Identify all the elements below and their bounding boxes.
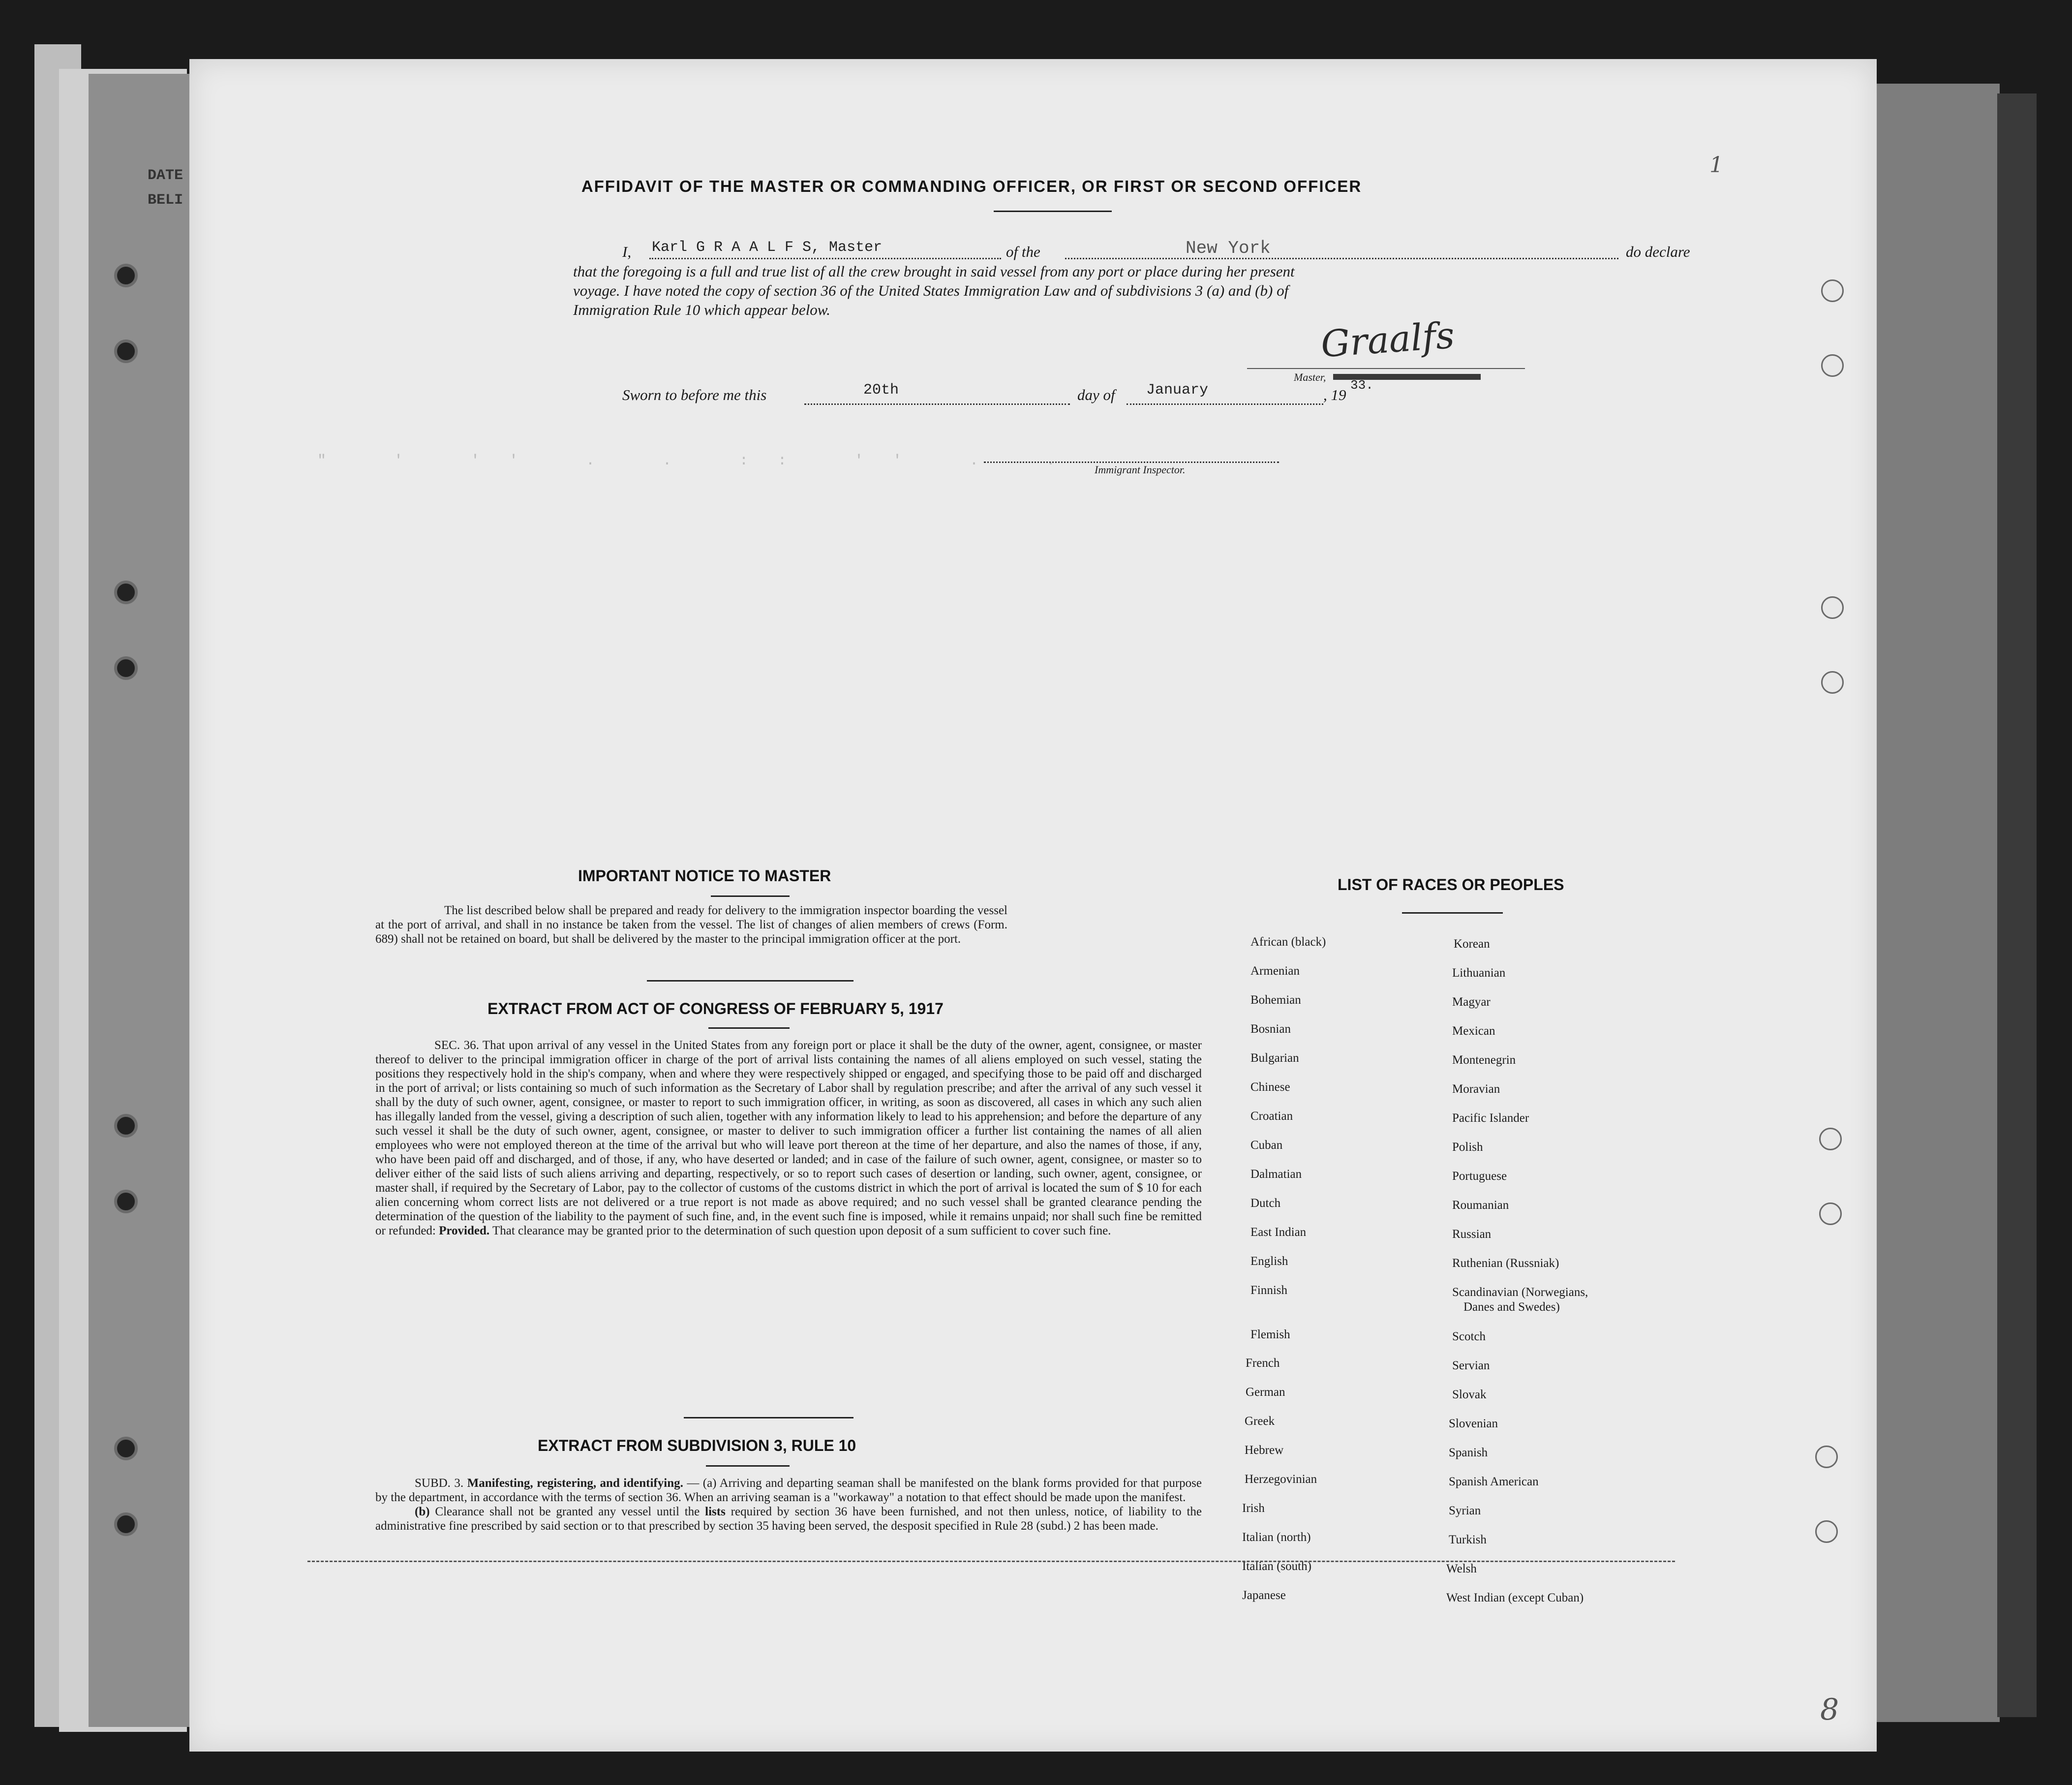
binder-hole bbox=[114, 656, 138, 680]
race-item: Dalmatian bbox=[1250, 1168, 1302, 1181]
punch-hole bbox=[1819, 1128, 1842, 1150]
sworn-day: 20th bbox=[863, 382, 899, 399]
rule-heading: EXTRACT FROM SUBDIVISION 3, RULE 10 bbox=[538, 1437, 856, 1454]
previous-page-edge-shadow bbox=[89, 74, 192, 1727]
page-mark-top: 1 bbox=[1709, 153, 1723, 178]
race-item: Dutch bbox=[1250, 1197, 1281, 1210]
divider-rule bbox=[647, 980, 853, 982]
race-item: Japanese bbox=[1242, 1589, 1286, 1602]
race-item: Flemish bbox=[1250, 1328, 1290, 1341]
race-item: East Indian bbox=[1250, 1226, 1307, 1239]
race-item: Slovak bbox=[1452, 1388, 1487, 1401]
race-item: Lithuanian bbox=[1452, 966, 1506, 980]
act-text: SEC. 36. That upon arrival of any vessel in the United States from any foreign port or place it shall be the duty of the owner, agent, consignee, or master thereof to deliver to the principal immigration officer in charge of the port of arrival lists containing the names of all aliens employed on such vessel, stating the positions they respectively hold in the ship's company, when and where they were respectively shipped or engaged, and specifying those to be paid off and discharged in the port of arrival; or lists containing so much of such information as the Secretary of Labor shall by regulation prescribe; and after the arrival of any such vessel it shall by the duty of such owner, agent, consignee, or master to report to such immigration officer, in writing, as soon as discovered, all cases in which any such alien has illegally landed from the vessel, giving a description of such alien, together with any information likely to lead to his apprehension; and before the departure of any such vessel it shall be the duty of such owner, agent, consignee, or master to deliver to such immigration officer a further list containing the names of all alien employees who were not employed thereon at the time of the arrival but who will leave port thereon at the time of her departure, and also the names of those, if any, who have been paid off and discharged, and of those, if any, who have deserted or landed; and in case of the failure of such owner, agent, consignee, or master so to deliver either of the said lists of such aliens arriving and departing, respectively, or so to report such cases of desertion or landing, such owner, agent, consignee, or master shall, if required by the Secretary of Labor, pay to the collector of customs of the customs district in which the port of arrival is located the sum of $ 10 for each alien concerning whom correct lists are not delivered or a true report is not made as above required; and no such vessel shall be granted clearance pending the determination of the question of the liability to the payment of such fine, and, in the event such fine is imposed, while it remains unpaid; nor shall such fine be remitted or refunded: Provided. That clearance may be granted prior to the determination of such question upon deposit of a sum sufficient to cover such fine. bbox=[375, 1039, 1202, 1237]
sworn-month: January bbox=[1146, 382, 1209, 399]
heading-underline bbox=[994, 211, 1112, 212]
binder-hole bbox=[114, 339, 138, 363]
race-item: Mexican bbox=[1452, 1024, 1495, 1038]
races-underline bbox=[1402, 912, 1503, 914]
master-signature: Graalfs bbox=[1319, 314, 1456, 366]
punch-hole bbox=[1815, 1446, 1838, 1468]
race-item: Bulgarian bbox=[1250, 1051, 1299, 1065]
signature-line bbox=[1247, 368, 1525, 369]
inspector-caption: Immigrant Inspector. bbox=[1095, 463, 1186, 476]
race-item: Spanish bbox=[1449, 1446, 1488, 1459]
race-item: Polish bbox=[1452, 1140, 1483, 1154]
act-underline bbox=[708, 1027, 790, 1029]
vessel-name: New York bbox=[1186, 238, 1271, 258]
master-name-line bbox=[649, 258, 1001, 259]
punch-hole bbox=[1821, 354, 1844, 377]
signature-caption: Master, bbox=[1294, 371, 1326, 383]
race-item: Croatian bbox=[1250, 1109, 1293, 1123]
fold-crease bbox=[307, 1561, 1675, 1562]
binder-hole bbox=[114, 1437, 138, 1460]
manifest-page bbox=[189, 59, 1877, 1752]
affidavit-line-3: voyage. I have noted the copy of section 36 of the United States Immigration Law and of subdivisions 3 (a) and (b) of bbox=[573, 282, 1289, 299]
race-item: Greek bbox=[1245, 1415, 1275, 1428]
affidavit-i: I, bbox=[622, 243, 632, 260]
notice-text: The list described below shall be prepared and ready for delivery to the immigration inspector boarding the vessel at the port of arrival, and shall in no instance be taken from the vessel. The list of changes of alien members of crews (Form. 689) shall not be retained on board, but shall be delivered by the master to the principal immigration officer at the port. bbox=[375, 904, 1007, 946]
year-suffix: 33. bbox=[1350, 378, 1373, 393]
race-item: Italian (south) bbox=[1242, 1560, 1311, 1573]
next-page-edge bbox=[1869, 84, 2000, 1722]
bleed-through-marks: " ' '' . . :: '' . . bbox=[317, 453, 1085, 469]
race-item: Italian (north) bbox=[1242, 1531, 1311, 1544]
race-item: Korean bbox=[1454, 937, 1490, 951]
race-item: Moravian bbox=[1452, 1082, 1500, 1096]
master-name: Karl G R A A L F S, Master bbox=[652, 239, 883, 256]
do-declare-text: do declare bbox=[1626, 243, 1690, 260]
rule-underline bbox=[706, 1465, 790, 1467]
binder-hole bbox=[114, 581, 138, 604]
race-item: Welsh bbox=[1446, 1562, 1477, 1575]
race-item: Chinese bbox=[1250, 1080, 1290, 1094]
race-item: West Indian (except Cuban) bbox=[1446, 1591, 1584, 1604]
year-prefix: , 19 bbox=[1323, 386, 1346, 403]
affidavit-heading: AFFIDAVIT OF THE MASTER OR COMMANDING OFFICER, OR FIRST OR SECOND OFFICER bbox=[581, 177, 1362, 195]
affidavit-line-2: that the foregoing is a full and true list of all the crew brought in said vessel from any port or place during her present bbox=[573, 263, 1295, 280]
act-heading: EXTRACT FROM ACT OF CONGRESS OF FEBRUARY 5, 1917 bbox=[488, 1000, 944, 1017]
race-item: Slovenian bbox=[1449, 1417, 1498, 1430]
binder-hole bbox=[114, 264, 138, 287]
race-item: Servian bbox=[1452, 1359, 1490, 1372]
race-item: French bbox=[1246, 1356, 1280, 1370]
day-of-text: day of bbox=[1077, 386, 1115, 403]
race-item: Scotch bbox=[1452, 1330, 1486, 1343]
race-item: Pacific Islander bbox=[1452, 1111, 1529, 1125]
race-item: Bohemian bbox=[1250, 993, 1301, 1007]
stub-label-2: BELI bbox=[148, 192, 183, 209]
race-item: Armenian bbox=[1250, 964, 1300, 978]
rule-text: SUBD. 3. Manifesting, registering, and identifying. — (a) Arriving and departing seaman shall be manifested on the blank forms provided for that purpose by the department, in accordance with the terms of section 36. When an arriving seaman is a "workaway" a notation to that effect should be made upon the manifest. (b) Clearance shall not be granted any vessel until the lists required by section 36 have been furnished, and not then unless, notice, of liability to the administrative fine prescribed by said section or to that prescribed by section 35 having been served, the desposit specified in Rule 28 (subd.) 2 has been made. bbox=[375, 1477, 1202, 1533]
punch-hole bbox=[1821, 596, 1844, 619]
divider-rule bbox=[684, 1417, 853, 1418]
race-item: Ruthenian (Russniak) bbox=[1452, 1257, 1559, 1270]
race-item: Syrian bbox=[1449, 1504, 1481, 1517]
race-item: Magyar bbox=[1452, 995, 1491, 1009]
binder-hole bbox=[114, 1114, 138, 1138]
stub-label-1: DATE bbox=[148, 167, 183, 184]
page-mark-bottom: 8 bbox=[1820, 1693, 1839, 1727]
punch-hole bbox=[1821, 671, 1844, 694]
binder-hole bbox=[114, 1190, 138, 1213]
next-page-edge-shadow bbox=[1997, 93, 2037, 1717]
punch-hole bbox=[1815, 1520, 1838, 1543]
notice-heading: IMPORTANT NOTICE TO MASTER bbox=[578, 867, 831, 885]
races-heading: LIST OF RACES OR PEOPLES bbox=[1338, 876, 1564, 893]
race-item: German bbox=[1246, 1385, 1285, 1399]
race-item: Hebrew bbox=[1245, 1444, 1284, 1457]
race-item: Danes and Swedes) bbox=[1463, 1300, 1560, 1314]
punch-hole bbox=[1821, 279, 1844, 302]
race-item: Russian bbox=[1452, 1228, 1492, 1241]
sworn-month-line bbox=[1127, 403, 1323, 405]
race-item: Turkish bbox=[1449, 1533, 1487, 1546]
race-item: Finnish bbox=[1250, 1284, 1288, 1297]
race-item: Cuban bbox=[1250, 1139, 1283, 1152]
race-item: African (black) bbox=[1250, 935, 1326, 949]
sworn-day-line bbox=[804, 403, 1070, 405]
of-the-text: of the bbox=[1006, 243, 1040, 260]
race-item: Herzegovinian bbox=[1245, 1473, 1317, 1486]
binder-hole bbox=[114, 1512, 138, 1536]
race-item: English bbox=[1250, 1255, 1288, 1268]
vessel-line bbox=[1065, 258, 1618, 259]
race-item: Portuguese bbox=[1452, 1169, 1507, 1183]
race-item: Bosnian bbox=[1250, 1022, 1291, 1036]
race-item: Scandinavian (Norwegians, bbox=[1452, 1286, 1588, 1299]
notice-underline bbox=[711, 895, 790, 897]
affidavit-line-4: Immigration Rule 10 which appear below. bbox=[573, 301, 830, 318]
race-item: Montenegrin bbox=[1452, 1053, 1516, 1067]
race-item: Spanish American bbox=[1449, 1475, 1539, 1488]
inspector-signature-line bbox=[984, 462, 1279, 463]
punch-hole bbox=[1819, 1202, 1842, 1225]
race-item: Irish bbox=[1242, 1502, 1265, 1515]
sworn-text: Sworn to before me this bbox=[622, 386, 767, 403]
race-item: Roumanian bbox=[1452, 1199, 1509, 1212]
